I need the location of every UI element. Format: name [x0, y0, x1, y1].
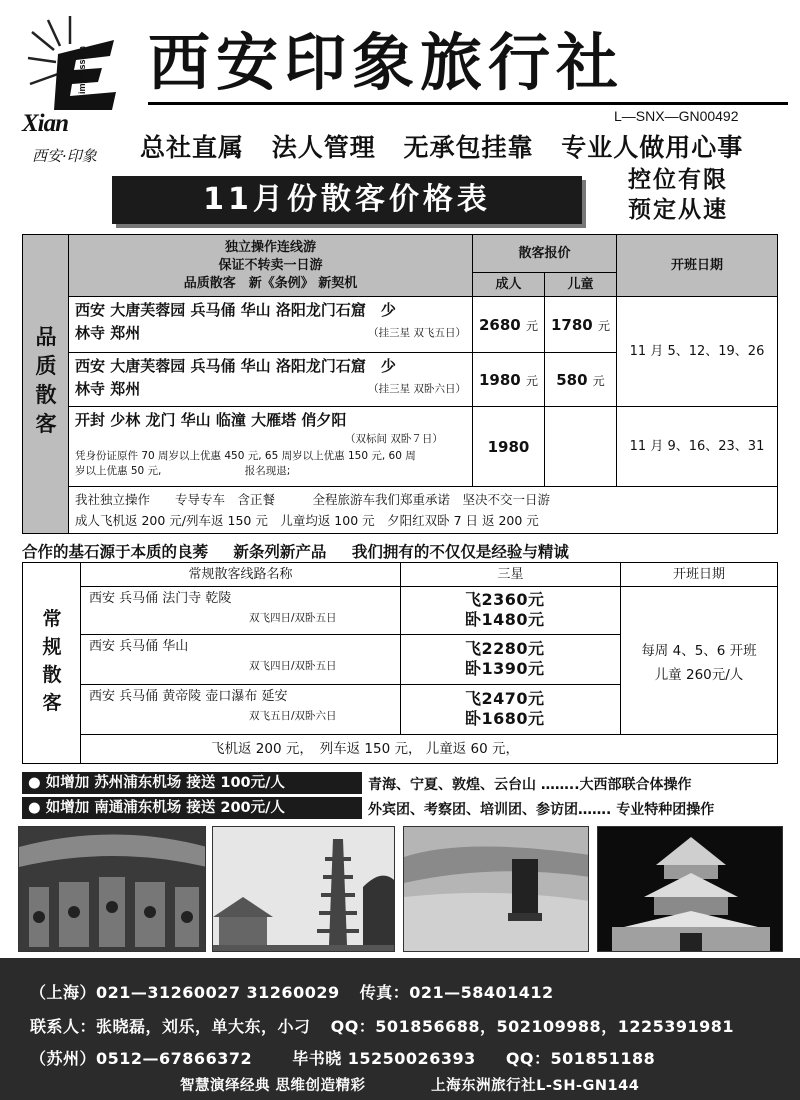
child-price-2	[545, 353, 617, 407]
shanghai-contact	[30, 980, 568, 1003]
route-text: 林寺 郑州	[75, 324, 141, 342]
fly-price: 飞2280元	[465, 639, 545, 658]
route-text: 西安 兵马俑 华山	[89, 639, 189, 654]
bell-tower-photo	[597, 826, 783, 952]
adult-price-3: 1980	[473, 407, 545, 487]
regular-route-1	[81, 587, 401, 635]
regular-schedule	[621, 587, 777, 735]
contact-footer	[0, 958, 800, 1100]
header-line: 独立操作连线游	[224, 240, 316, 255]
price-unit: 元	[525, 374, 538, 388]
shanghai-phone: （上海）021—31260027 31260029	[30, 983, 340, 1002]
price-header: 散客报价	[473, 235, 617, 273]
contact-people	[30, 1014, 748, 1037]
regular-tour-table	[22, 562, 778, 764]
bullet-icon: ●	[28, 775, 41, 791]
route-row-3	[69, 407, 473, 487]
route-text: 开封 少林 龙门 华山 临潼 大雁塔 俏夕阳	[75, 411, 347, 429]
regular-side-label	[23, 563, 81, 763]
airport-transfer-1	[22, 772, 362, 794]
regular-price-3	[401, 685, 621, 735]
price-unit: 元	[592, 374, 605, 388]
slogan-1: 总社直属	[140, 133, 245, 162]
discount-text: 凭身份证原件 70 周岁以上优惠 450 元, 65 周岁以上优惠 150 元, 60 周	[75, 450, 416, 462]
addon-text: 如增加 苏州浦东机场 接送 100元/人	[45, 775, 285, 791]
price-table-title: 11月份散客价格表	[112, 176, 582, 224]
route-note: 双飞五日/双卧六日	[249, 710, 337, 722]
schedule-line: 每周 4、5、6 开班	[641, 643, 757, 659]
regular-rebate: 飞机返 200 元， 列车返 150 元， 儿童返 60 元，	[211, 741, 520, 757]
bullet-icon: ●	[28, 800, 41, 816]
price-unit: 元	[597, 319, 610, 333]
price-value: 1780	[551, 316, 593, 334]
route-text: 西安 兵马俑 黄帝陵 壶口瀑布 延安	[89, 689, 288, 704]
logo-chinese: 西安·印象	[32, 147, 97, 165]
side-char: 常	[42, 608, 62, 630]
regular-date-header: 开班日期	[621, 563, 777, 587]
child-price-1	[545, 297, 617, 353]
logo-word: Xian	[22, 110, 69, 137]
tagline-part: 我们拥有的不仅仅是经验与精诚	[351, 543, 569, 561]
addon-text: 如增加 南通浦东机场 接送 200元/人	[45, 800, 285, 816]
limited-line-2: 预定从速	[628, 197, 728, 223]
side-char: 散	[35, 383, 57, 407]
premium-side-label	[23, 235, 69, 533]
license-number: L—SNX—GN00492	[614, 108, 739, 124]
price-value: 580	[556, 371, 588, 389]
side-char: 散	[42, 664, 62, 686]
header-divider	[148, 102, 788, 105]
side-char: 客	[35, 412, 57, 436]
adult-header: 成人	[473, 273, 545, 297]
route-text: 林寺 郑州	[75, 380, 141, 398]
tagline	[22, 540, 778, 562]
fax-number: 传真：021—58401412	[359, 983, 554, 1002]
discount-text: 报名现退;	[244, 465, 291, 477]
suzhou-contact-person: 毕书晓 15250026393	[292, 1049, 476, 1068]
route-note: （双标间 双卧７日）	[345, 433, 443, 445]
agency-license: 上海东洲旅行社L-SH-GN144	[431, 1078, 640, 1094]
slogan-line	[140, 128, 761, 164]
adult-price-1	[473, 297, 545, 353]
route-text: 西安 大唐芙蓉园 兵马俑 华山 洛阳龙门石窟 少	[75, 357, 396, 375]
fly-price: 飞2360元	[465, 590, 545, 609]
tagline-part: 合作的基石源于本质的良莠	[22, 543, 209, 561]
header-line: 保证不转卖一日游	[218, 258, 323, 273]
waterfall-photo	[403, 826, 589, 952]
regular-price-1	[401, 587, 621, 635]
qq-numbers: QQ：501856688，502109988，1225391981	[330, 1017, 735, 1036]
route-row-1	[69, 297, 473, 353]
child-price-3	[545, 407, 617, 487]
side-char: 规	[42, 636, 62, 658]
side-char: 客	[42, 692, 62, 714]
sun-logo-icon	[14, 10, 126, 120]
limited-line-1: 控位有限	[628, 167, 728, 193]
special-tours: 外宾团、考察团、培训团、参访团……. 专业特种团操作	[368, 802, 715, 818]
side-char: 品	[35, 325, 57, 349]
tier-header: 三星	[401, 563, 621, 587]
contact-names: 联系人：张晓磊，刘乐，单大东，小刁	[30, 1017, 311, 1036]
header-line: 品质散客 新《条例》 新契机	[183, 276, 358, 291]
side-char: 质	[35, 354, 57, 378]
company-name: 西安印象旅行社	[148, 26, 625, 99]
route-row-2	[69, 353, 473, 407]
limited-notice	[628, 165, 728, 225]
sleeper-price: 卧1680元	[465, 709, 545, 728]
schedule-line: 儿童 260元/人	[654, 667, 744, 683]
price-value: 2680	[479, 316, 521, 334]
adult-price-2	[473, 353, 545, 407]
dates-group-2: 11 月 9、16、23、31	[617, 407, 777, 487]
suzhou-contact	[30, 1046, 669, 1069]
slogan-4: 专业人做用心事	[561, 133, 744, 162]
suzhou-qq: QQ：501851188	[505, 1049, 656, 1068]
regular-route-header: 常规散客线路名称	[81, 563, 401, 587]
terracotta-warriors-photo	[18, 826, 206, 952]
note-line: 我社独立操作 专导专车 含正餐 全程旅游车我们郑重承诺 坚决不交一日游	[75, 492, 551, 507]
date-header: 开班日期	[617, 235, 777, 297]
sleeper-price: 卧1480元	[465, 610, 545, 629]
price-value: 1980	[479, 371, 521, 389]
slogan-3: 无承包挂靠	[403, 133, 534, 162]
price-unit: 元	[525, 319, 538, 333]
footer-motto	[180, 1074, 653, 1095]
airport-transfer-2	[22, 797, 362, 819]
note-line: 成人飞机返 200 元/列车返 150 元 儿童均返 100 元 夕阳红双卧 7 日 返 200 元	[75, 513, 539, 528]
regular-price-2	[401, 635, 621, 685]
regular-route-3	[81, 685, 401, 735]
premium-tour-table	[22, 234, 778, 534]
logo-subtitle: impression	[77, 46, 87, 95]
slogan-2: 法人管理	[271, 133, 376, 162]
motto-text: 智慧演绎经典 思维创造精彩	[180, 1078, 366, 1094]
pagoda-photo	[212, 826, 395, 952]
discount-text: 岁以上优惠 50 元,	[75, 465, 162, 477]
western-tours: 青海、宁夏、敦煌、云台山 ……..大西部联合体操作	[368, 777, 692, 793]
dates-group-1: 11 月 5、12、19、26	[617, 297, 777, 407]
route-note: （挂三星 双卧六日）	[368, 383, 466, 395]
suzhou-phone: （苏州）0512—67866372	[30, 1049, 253, 1068]
route-text: 西安 兵马俑 法门寺 乾陵	[89, 591, 232, 606]
route-text: 西安 大唐芙蓉园 兵马俑 华山 洛阳龙门石窟 少	[75, 301, 396, 319]
child-header: 儿童	[545, 273, 617, 297]
route-header	[69, 235, 473, 297]
premium-notes	[69, 487, 777, 533]
sleeper-price: 卧1390元	[465, 659, 545, 678]
route-note: 双飞四日/双卧五日	[249, 660, 337, 672]
fly-price: 飞2470元	[465, 689, 545, 708]
company-logo	[14, 10, 126, 165]
route-note: （挂三星 双飞五日）	[368, 327, 466, 339]
regular-route-2	[81, 635, 401, 685]
route-note: 双飞四日/双卧五日	[249, 612, 337, 624]
tagline-part: 新条列新产品	[233, 543, 327, 561]
